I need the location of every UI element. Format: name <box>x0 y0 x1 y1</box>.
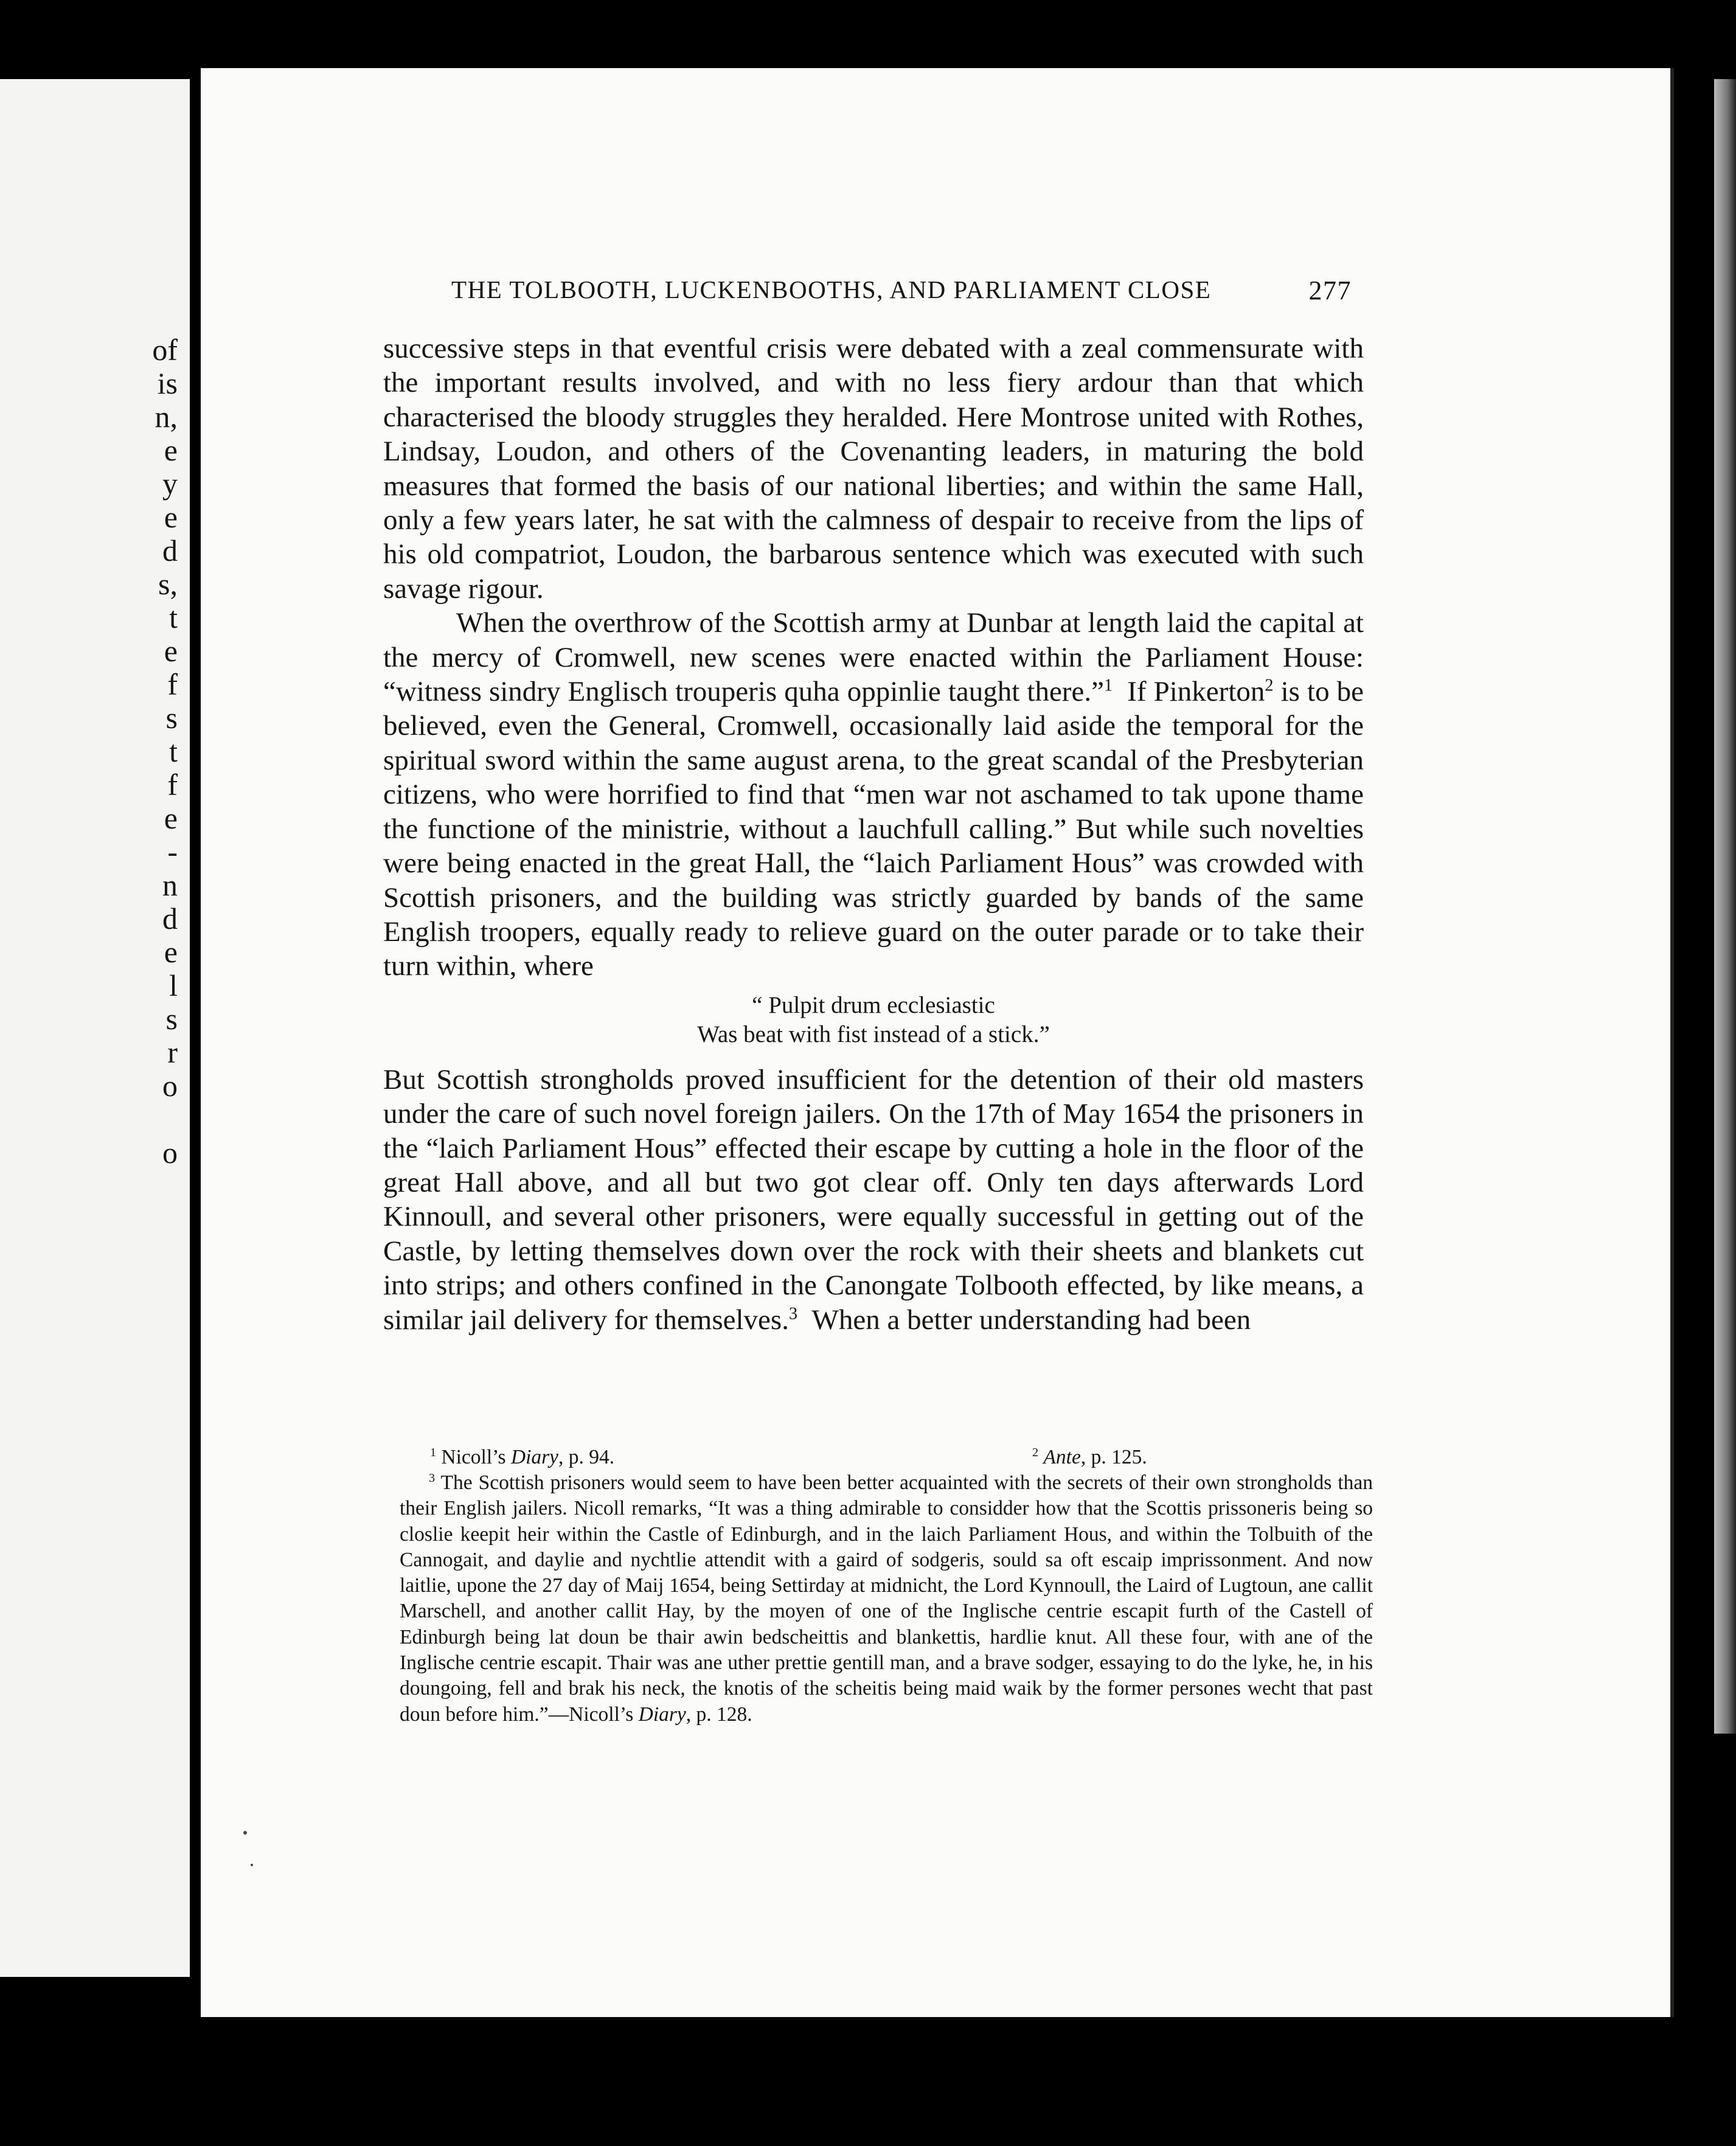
facing-page-fragment: e <box>164 433 178 467</box>
facing-page-fragment: e <box>164 935 178 969</box>
facing-page-fragment: t <box>169 734 178 768</box>
paragraph-3-last: When a better understanding had been <box>811 1304 1251 1336</box>
footnotes-row-1-2 <box>400 1445 1373 1470</box>
facing-page-fragment: o <box>162 1069 178 1103</box>
facing-page-edge <box>0 79 190 1977</box>
facing-page-fragment: s <box>165 701 178 735</box>
paragraph-2-sentence-1: When the overthrow of the Scottish army at Dunbar at length laid the capital at the mercy of Cromwell, new scenes were enacted within the Parliament House: “witness sindry Englisch trouperis quha oppinlie taught there.” <box>383 607 1364 708</box>
page-number: 277 <box>1308 276 1352 305</box>
facing-page-fragment: r <box>167 1035 178 1069</box>
facing-page-fragment: n, <box>155 400 178 434</box>
footnotes <box>400 1445 1373 1728</box>
facing-page-fragment: e <box>164 634 178 668</box>
footnote-1: $^1$ Nicoll’s Diary, p. 94. <box>430 1445 615 1468</box>
facing-page-fragment: d <box>162 533 178 568</box>
paragraph-3 <box>383 1063 1364 1337</box>
main-text <box>383 332 1364 1337</box>
verse-line-1: “ Pulpit drum ecclesiastic <box>752 991 995 1018</box>
footnote-ref-1: 1 <box>1103 676 1113 695</box>
running-title: THE TOLBOOTH, LUCKENBOOTHS, AND PARLIAMENT CLOSE <box>451 276 1212 304</box>
verse-line-2: Was beat with fist instead of a stick.” <box>697 1021 1050 1047</box>
facing-page-fragment: o <box>162 1136 178 1170</box>
facing-page-fragment: s, <box>158 567 178 601</box>
facing-page-fragment: is <box>157 366 178 400</box>
footnote-2: $^2$ Ante, p. 125. <box>1032 1445 1147 1468</box>
facing-page-fragment: t <box>169 600 178 634</box>
facing-page-fragment: n <box>162 868 178 902</box>
facing-page-fragment: d <box>162 901 178 936</box>
facing-page-fragment: of <box>152 333 178 367</box>
facing-page-fragment: y <box>162 467 178 501</box>
facing-page-fragment <box>0 1104 190 1137</box>
facing-page-fragment: e <box>164 500 178 534</box>
paragraph-2-rest: is to be believed, even the General, Cromwell, occasionally laid aside the temporal for the spiritual sword within the same august arena, to the great scandal of the Presbyterian citizens, who were horrified to find that “men war not aschamed to tak upone thame the functione of the ministrie, without a lauchfull calling.” But while such novelties were being enacted in the great Hall, the “laich Parliament Hous” was crowded with Scottish prisoners, and the building was strictly guarded by bands of the same English troopers, equally ready to relieve guard on the outer parade or to take their turn within, where <box>383 676 1364 982</box>
verse-quote <box>383 991 1364 1049</box>
paragraph-3-text: But Scottish strongholds proved insufficient for the detention of their old masters under the care of such novel foreign jailers. On the 17th of May 1654 the prisoners in the “laich Parliament Hous” effected their escape by cutting a hole in the floor of the great Hall above, and all but two got clear off. Only ten days afterwards Lord Kinnoull, and several other prisoners, were equally successful in getting out of the Castle, by letting themselves down over the rock with their sheets and blankets cut into strips; and others confined in the Canongate Tolbooth effected, by like means, a similar jail delivery for themselves. <box>383 1063 1364 1336</box>
paper-speck <box>251 1864 253 1866</box>
facing-page-fragment: e <box>164 801 178 835</box>
footnote-3: $^3$ The Scottish prisoners would seem to have been better acquainted with the secrets of their own strongholds than their English jailers. Nicoll remarks, “It was a thing admirable to considder how that the Scottis prissoneris being so closlie keepit heir within the Castle of Edinburgh, and in the laich Parliament Hous, and within the Tolbuith of the Cannogait, and daylie and nychtlie attendit with a gaird of sodgeris, sould sa oft escaip imprissonment. And now laitlie, upone the 27 day of Maij 1654, being Settirday at midnicht, the Lord Kynnoull, the Laird of Lugtoun, ane callit Marschell, and another callit Hay, by the moyen of one of the Inglische centrie escapit furth of the Castell of Edinburgh being lat doun be thair awin bedscheittis and blankettis, hardlie knut. All these four, with ane of the Inglische centrie escapit. Thair was ane uther prettie gentill man, and a brave sodger, essaying to do the lyke, he, in his doungoing, fell and brak his neck, the knotis of the scheitis being maid waik by the former persones wecht that past doun before him.”—Nicoll’s Diary, p. 128. <box>400 1471 1373 1726</box>
page-edge-shadow <box>1714 79 1736 1734</box>
facing-page-fragment: - <box>167 835 178 869</box>
footnote-ref-3: 3 <box>788 1304 798 1323</box>
facing-page-fragment: l <box>169 968 178 1002</box>
running-header <box>451 275 1352 311</box>
paragraph-2 <box>383 606 1364 983</box>
facing-page-fragment: f <box>167 768 178 802</box>
paragraph-1: successive steps in that eventful crisis were debated with a zeal commensurate with the important results involved, and with no less fiery ardour than that which characterised the bloody struggles they heralded. Here Montrose united with Rothes, Lindsay, Loudon, and others of the Covenanting leaders, in maturing the bold measures that formed the basis of our national liberties; and within the same Hall, only a few years later, he sat with the calmness of despair to receive from the lips of his old compatriot, Loudon, the barbarous sentence which was executed with such savage rigour. <box>383 333 1364 605</box>
facing-page-text-fragments <box>0 335 190 1171</box>
footnote-ref-2: 2 <box>1265 676 1274 695</box>
facing-page-fragment: s <box>165 1002 178 1036</box>
paragraph-2-pinkerton: If Pinkerton <box>1127 676 1265 708</box>
facing-page-fragment: f <box>167 667 178 701</box>
paper-speck <box>243 1831 247 1835</box>
